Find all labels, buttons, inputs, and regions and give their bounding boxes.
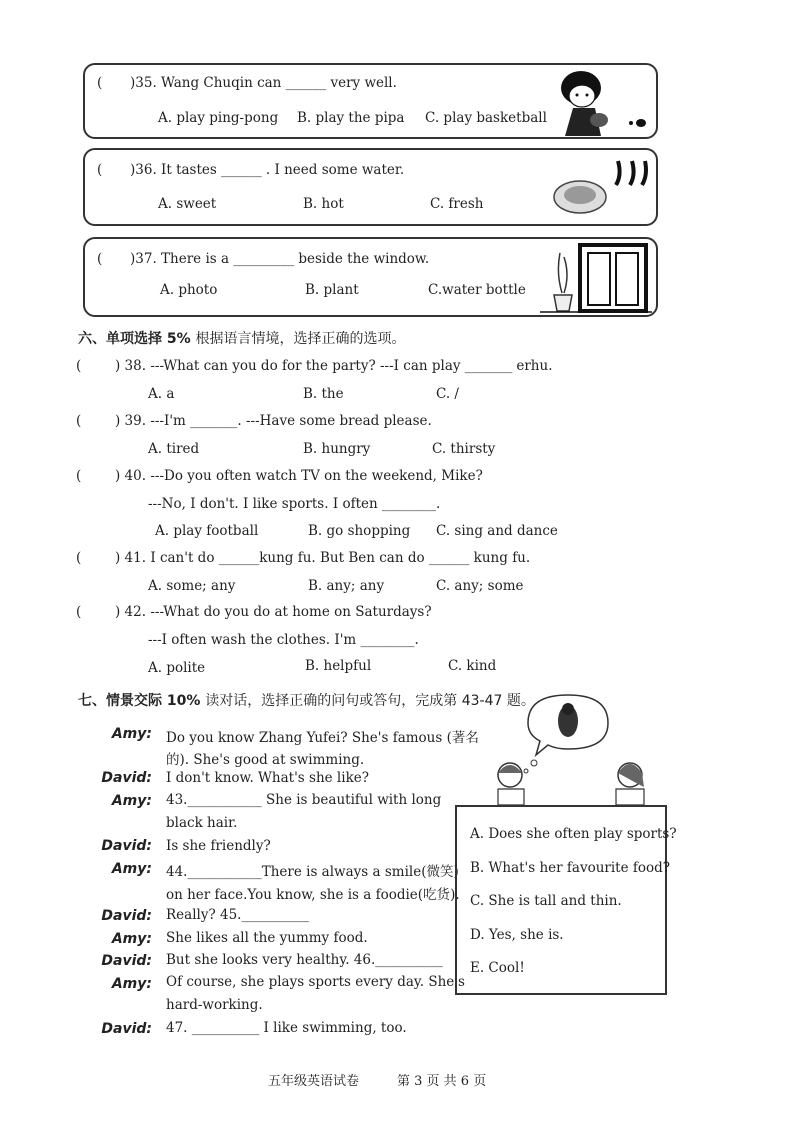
option-c: C. fresh: [430, 196, 484, 212]
speaker-david: David:: [101, 953, 152, 969]
option-c: C. any; some: [436, 578, 524, 594]
option-c: C. /: [436, 386, 459, 402]
option-a: A. sweet: [158, 196, 217, 212]
dialogue-line: She likes all the yummy food.: [166, 930, 368, 946]
choice-b: B. What's her favourite food?: [470, 860, 671, 876]
speaker-david: David:: [101, 770, 152, 786]
speaker-david: David:: [101, 1021, 152, 1037]
speaker-amy: Amy:: [111, 793, 152, 809]
option-a: A. play football: [155, 523, 259, 539]
section-6-heading: [78, 328, 406, 348]
section-title: 六、单项选择 5%: [78, 331, 191, 347]
question-stem-line2: ---I often wash the clothes. I'm ________.: [148, 632, 419, 648]
dialogue-line: Do you know Zhang Yufei? She's famous (著名: [166, 730, 479, 746]
option-b: B. go shopping: [308, 523, 411, 539]
speaker-amy: Amy:: [111, 976, 152, 992]
question-stem: ) 38. ---What can you do for the party? ---I can play _______ erhu.: [115, 358, 553, 374]
dialogue-line: Is she friendly?: [166, 838, 271, 854]
answer-paren: (: [97, 251, 103, 267]
answer-paren: (: [76, 413, 82, 429]
speaker-amy: Amy:: [111, 726, 152, 742]
option-a: A. play ping-pong: [158, 110, 279, 126]
speaker-david: David:: [101, 908, 152, 924]
option-a: A. tired: [148, 441, 200, 457]
section-7-heading: [78, 690, 535, 710]
option-a: A. polite: [148, 660, 206, 676]
choice-c: C. She is tall and thin.: [470, 893, 622, 909]
choice-d: D. Yes, she is.: [470, 927, 564, 943]
dialogue-line: But she looks very healthy. 46.__________: [166, 952, 443, 968]
dialogue-line: I don't know. What's she like?: [166, 770, 369, 786]
dialogue-line: hard-working.: [166, 997, 263, 1013]
answer-paren: (: [97, 75, 103, 91]
dialogue-line: 43.___________ She is beautiful with long: [166, 792, 442, 808]
option-b: B. helpful: [305, 658, 372, 674]
question-stem: )35. Wang Chuqin can ______ very well.: [130, 75, 397, 91]
dialogue-line: 44.___________There is always a smile(微笑): [166, 864, 459, 880]
option-c: C.water bottle: [428, 282, 526, 298]
option-c: C. kind: [448, 658, 497, 674]
window-plant-illustration: [540, 243, 652, 313]
kids-thinking-illustration: [488, 693, 658, 805]
speaker-amy: Amy:: [111, 931, 152, 947]
option-b: B. any; any: [308, 578, 385, 594]
choice-a: A. Does she often play sports?: [470, 826, 677, 842]
boy-ping-pong-illustration: [555, 66, 653, 138]
option-b: B. hot: [303, 196, 344, 212]
question-stem: ) 42. ---What do you do at home on Saturdays?: [115, 604, 432, 620]
option-b: B. the: [303, 386, 344, 402]
option-a: A. a: [148, 386, 175, 402]
answer-paren: (: [76, 358, 82, 374]
option-b: B. plant: [305, 282, 359, 298]
question-stem: )37. There is a _________ beside the window.: [130, 251, 430, 267]
chili-dish-illustration: [552, 155, 652, 221]
dialogue-line: Really? 45.__________: [166, 907, 309, 923]
dialogue-line: on her face.You know, she is a foodie(吃货).: [166, 887, 460, 903]
section-title: 七、情景交际 10%: [78, 693, 201, 709]
speaker-david: David:: [101, 838, 152, 854]
question-stem-line2: ---No, I don't. I like sports. I often ________.: [148, 496, 441, 512]
dialogue-line: Of course, she plays sports every day. She's: [166, 974, 465, 990]
speaker-amy: Amy:: [111, 861, 152, 877]
answer-paren: (: [76, 604, 82, 620]
option-c: C. play basketball: [425, 110, 547, 126]
question-stem: ) 40. ---Do you often watch TV on the weekend, Mike?: [115, 468, 483, 484]
option-b: B. play the pipa: [297, 110, 405, 126]
option-b: B. hungry: [303, 441, 371, 457]
section-instruction: 根据语言情境，选择正确的选项。: [195, 331, 406, 347]
answer-paren: (: [76, 550, 82, 566]
option-c: C. thirsty: [432, 441, 496, 457]
dialogue-line: 47. __________ I like swimming, too.: [166, 1020, 407, 1036]
footer-subject: 五年级英语试卷: [268, 1074, 360, 1089]
section-instruction: 读对话，选择正确的问句或答句，完成第 43-47 题。: [205, 693, 535, 709]
option-a: A. some; any: [148, 578, 236, 594]
question-stem: ) 39. ---I'm _______. ---Have some bread please.: [115, 413, 432, 429]
option-a: A. photo: [160, 282, 218, 298]
option-c: C. sing and dance: [436, 523, 558, 539]
question-stem: ) 41. I can't do ______kung fu. But Ben can do ______ kung fu.: [115, 550, 531, 566]
question-stem: )36. It tastes ______ . I need some water.: [130, 162, 405, 178]
dialogue-line: black hair.: [166, 815, 238, 831]
footer-page-number: 第 3 页 共 6 页: [397, 1074, 487, 1089]
dialogue-line: 的). She's good at swimming.: [166, 752, 365, 768]
answer-paren: (: [76, 468, 82, 484]
choice-e: E. Cool!: [470, 960, 525, 976]
answer-paren: (: [97, 162, 103, 178]
